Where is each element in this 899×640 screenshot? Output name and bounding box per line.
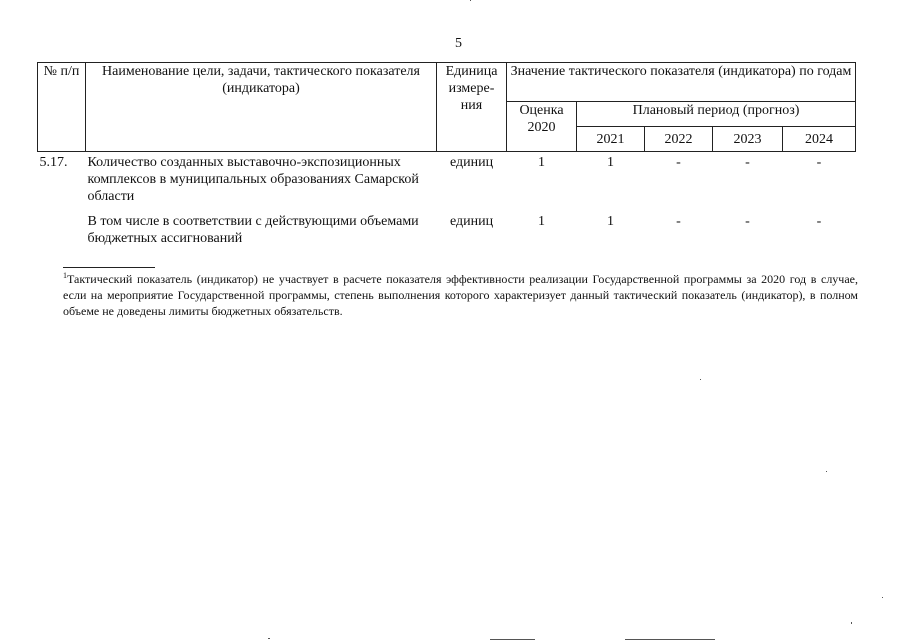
row-value: - — [745, 214, 750, 229]
scan-artifact — [882, 597, 883, 598]
footnote — [63, 271, 858, 319]
scan-artifact — [851, 622, 852, 624]
header-name: Наименование цели, задачи, тактического показателя (индикатора) — [86, 63, 437, 152]
header-year: 2022 — [645, 127, 713, 152]
header-year: 2023 — [713, 127, 783, 152]
table-row — [38, 213, 856, 247]
table-row — [38, 152, 856, 214]
header-year: 2021 — [577, 127, 645, 152]
row-value: 1 — [607, 155, 614, 170]
row-value: 1 — [538, 214, 545, 229]
indicators-table — [37, 62, 856, 247]
footnote-marker: 1 — [63, 271, 67, 280]
scan-artifact — [268, 638, 270, 639]
header-unit: Единица измере-ния — [437, 63, 507, 152]
scan-artifact — [700, 379, 701, 380]
row-value: - — [676, 214, 681, 229]
header-estimate: Оценка 2020 — [507, 102, 577, 152]
row-value: - — [816, 214, 822, 229]
footnote-divider — [63, 267, 155, 268]
row-number: 5.17. — [39, 155, 68, 170]
footnote-text: Тактический показатель (индикатор) не участвует в расчете показателя эффективности реализации Государственной программы за 2020 год в случае, если на мероприятие Государственной программы, степень выполнения которого характеризует данный тактический показатель (индикатор), в полном объеме не доведены лимиты бюджетных обязательств. — [63, 272, 858, 318]
row-value: - — [816, 155, 822, 170]
page-number: 5 — [455, 36, 462, 51]
header-year: 2024 — [783, 127, 856, 152]
row-value: 1 — [538, 155, 545, 170]
scan-artifact — [826, 471, 827, 472]
header-plan-period: Плановый период (прогноз) — [577, 102, 856, 127]
row-number — [38, 213, 86, 247]
header-row-1 — [38, 63, 856, 102]
row-value: - — [676, 155, 681, 170]
scan-artifact — [470, 0, 471, 1]
row-unit: единиц — [449, 155, 494, 170]
row-value: 1 — [607, 214, 614, 229]
row-name: Количество созданных выставочно-экспозиционных комплексов в муниципальных образованиях Самарской области — [87, 155, 419, 204]
header-number: № п/п — [38, 63, 86, 152]
header-value: Значение тактического показателя (индикатора) по годам — [507, 63, 856, 102]
row-unit: единиц — [449, 214, 494, 229]
row-name: В том числе в соответствии с действующими объемами бюджетных ассигнований — [87, 214, 419, 246]
row-value: - — [745, 155, 750, 170]
